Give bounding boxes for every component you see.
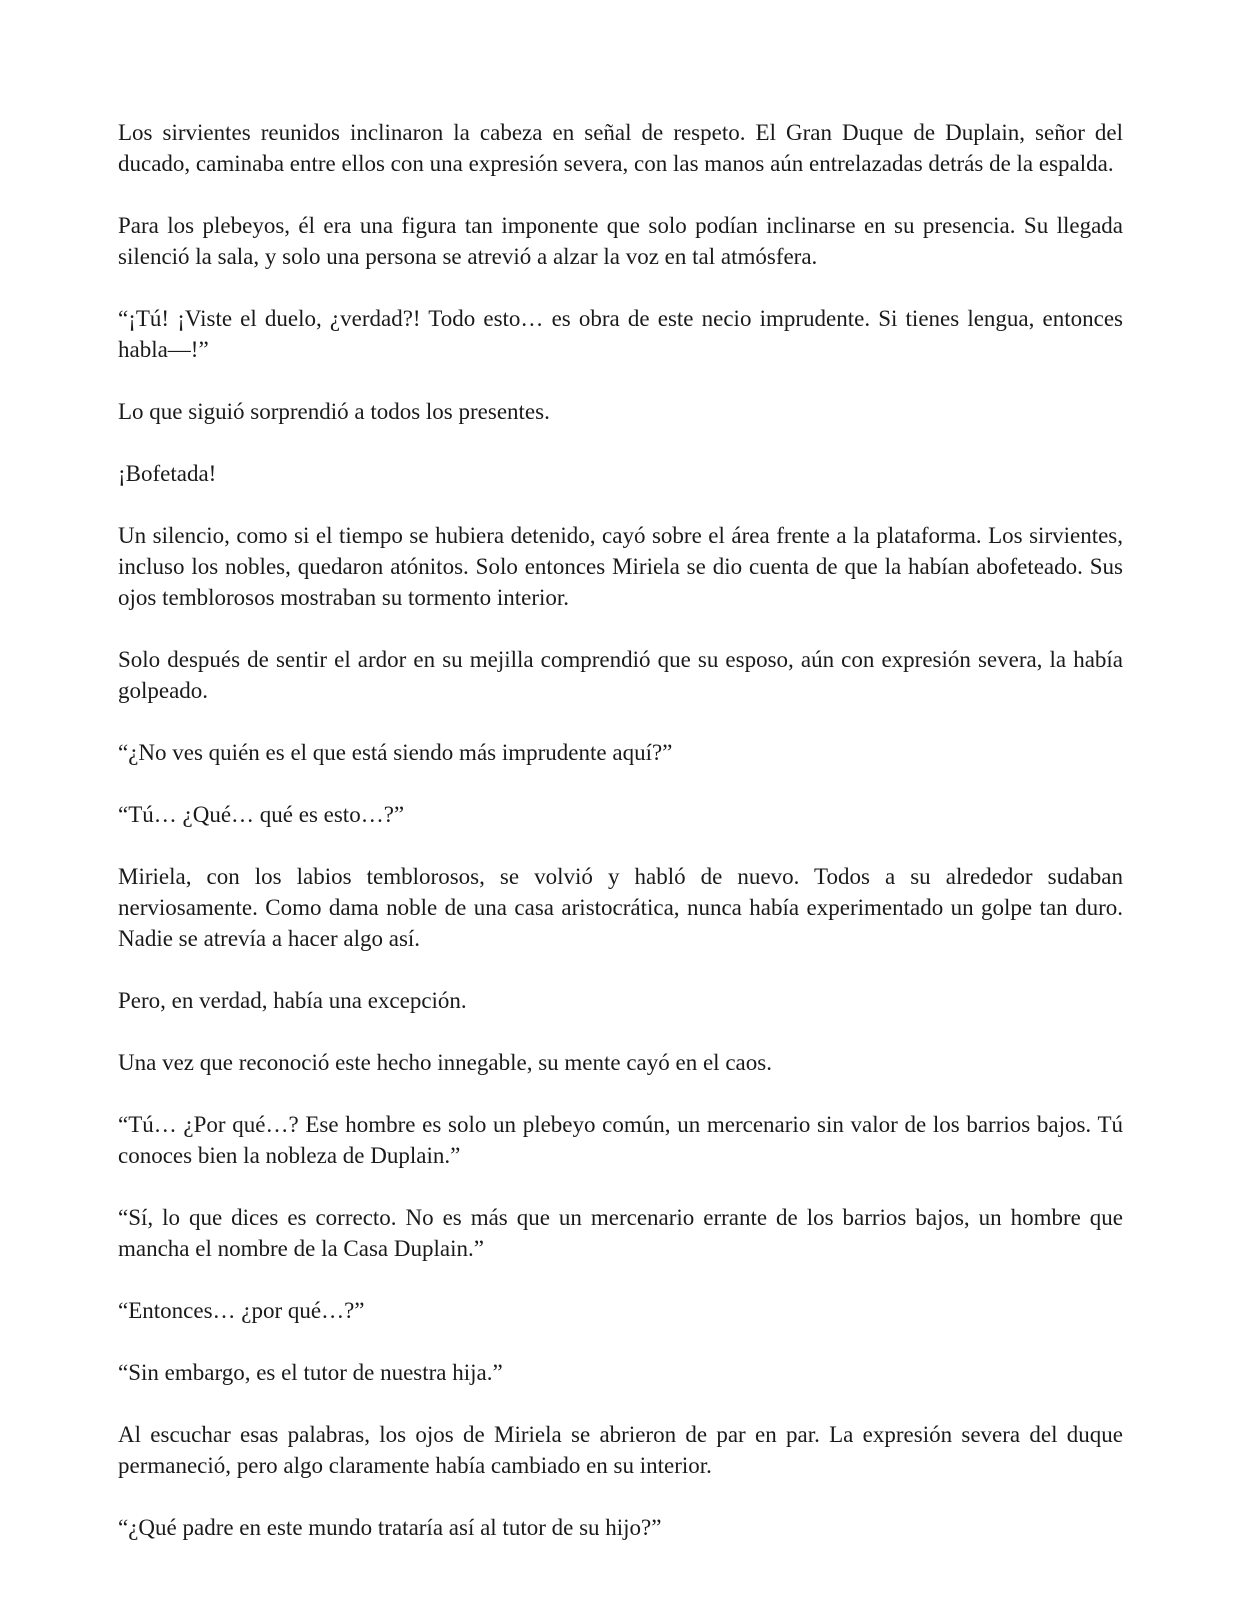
- paragraph-5: ¡Bofetada!: [118, 461, 217, 486]
- paragraph-18: “¿Qué padre en este mundo trataría así al tutor de su hijo?”: [118, 1515, 662, 1540]
- paragraph-11: Pero, en verdad, había una excepción.: [118, 988, 467, 1013]
- paragraph-13: “Tú… ¿Por qué…? Ese hombre es solo un plebeyo común, un mercenario sin valor de los barrios bajos. Tú conoces bien la nobleza de Duplain.”: [118, 1112, 1123, 1168]
- paragraph-2: Para los plebeyos, él era una figura tan imponente que solo podían inclinarse en su presencia. Su llegada silenció la sala, y solo una persona se atrevió a alzar la voz en tal atmósfera.: [118, 213, 1123, 269]
- paragraph-3: “¡Tú! ¡Viste el duelo, ¿verdad?! Todo esto… es obra de este necio imprudente. Si tienes lengua, entonces habla—!”: [118, 306, 1123, 362]
- paragraph-7: Solo después de sentir el ardor en su mejilla comprendió que su esposo, aún con expresión severa, la había golpeado.: [118, 647, 1123, 703]
- paragraph-4: Lo que siguió sorprendió a todos los presentes.: [118, 399, 550, 424]
- paragraph-10: Miriela, con los labios temblorosos, se volvió y habló de nuevo. Todos a su alrededor sudaban nerviosamente. Como dama noble de una casa aristocrática, nunca había experimentado un golpe tan duro. Nadie se atrevía a hacer algo así.: [118, 864, 1123, 951]
- paragraph-17: Al escuchar esas palabras, los ojos de Miriela se abrieron de par en par. La expresión severa del duque permaneció, pero algo claramente había cambiado en su interior.: [118, 1422, 1123, 1478]
- paragraph-8: “¿No ves quién es el que está siendo más imprudente aquí?”: [118, 740, 673, 765]
- paragraph-16: “Sin embargo, es el tutor de nuestra hija.”: [118, 1360, 503, 1385]
- paragraph-12: Una vez que reconoció este hecho innegable, su mente cayó en el caos.: [118, 1050, 772, 1075]
- paragraph-1: Los sirvientes reunidos inclinaron la cabeza en señal de respeto. El Gran Duque de Duplain, señor del ducado, caminaba entre ellos con una expresión severa, con las manos aún entrelazadas detrás de la espalda.: [118, 120, 1123, 176]
- paragraph-15: “Entonces… ¿por qué…?”: [118, 1298, 365, 1323]
- paragraph-14: “Sí, lo que dices es correcto. No es más que un mercenario errante de los barrios bajos, un hombre que mancha el nombre de la Casa Duplain.”: [118, 1205, 1123, 1261]
- paragraph-9: “Tú… ¿Qué… qué es esto…?”: [118, 802, 405, 827]
- document-page: [118, 117, 1123, 1574]
- paragraph-6: Un silencio, como si el tiempo se hubiera detenido, cayó sobre el área frente a la plataforma. Los sirvientes, incluso los nobles, quedaron atónitos. Solo entonces Miriela se dio cuenta de que la habían abofeteado. Sus ojos temblorosos mostraban su tormento interior.: [118, 523, 1123, 610]
